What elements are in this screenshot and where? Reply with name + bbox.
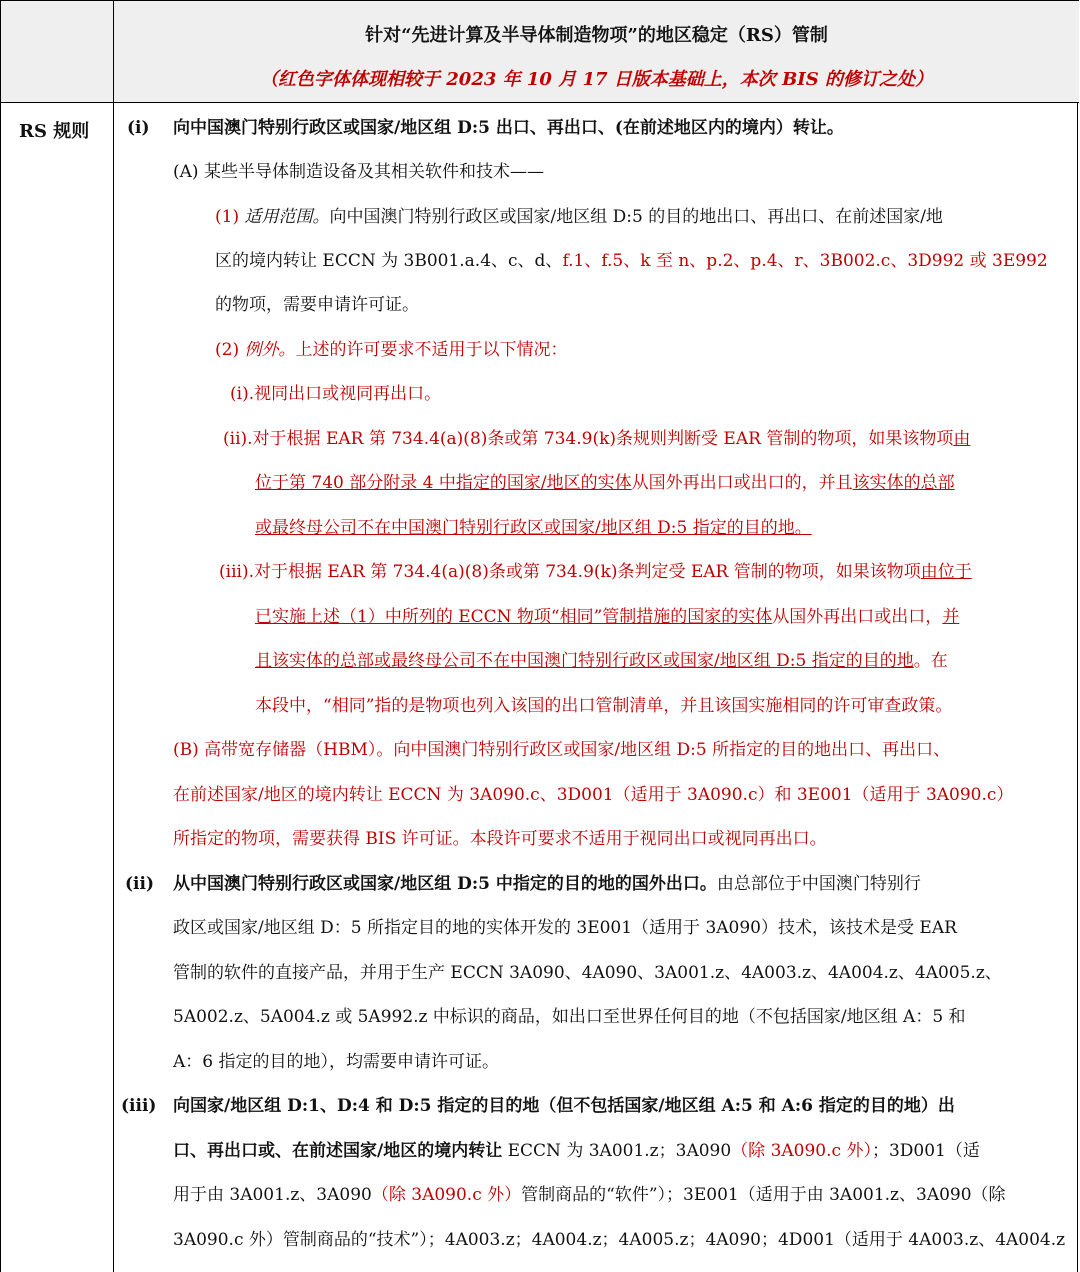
section-i-heading: 向中国澳门特别行政区或国家/地区组 D:5 出口、再出口、(在前述地区内的境内）转让。 xyxy=(173,118,844,138)
section-ii-line-1 xyxy=(173,872,921,896)
section-iii-line3-tail: 管制商品的“软件”）；3E001（适用于由 3A001.z、3A090（除 xyxy=(521,1185,1006,1205)
ex-ii-text-2: 从国外再出口或出口的，并且 xyxy=(631,473,853,493)
ex-iii-underline-4: 且该实体的总部或最终母公司不在中国澳门特别行政区或国家/地区组 D:5 指定的目的地 xyxy=(255,651,914,671)
section-iii-line3-red: （除 3A090.c 外） xyxy=(371,1185,522,1205)
rs-rules-label: RS 规则 xyxy=(19,121,90,142)
exception-iii-line-1 xyxy=(219,560,972,584)
ex-ii-underline-1: 由 xyxy=(953,429,971,449)
A2-line xyxy=(215,338,568,362)
exception-ii-line-3: 或最终母公司不在中国澳门特别行政区或国家/地区组 D:5 指定的目的地。 xyxy=(255,518,812,538)
A1-line2-text: 区的境内转让 ECCN 为 3B001.a.4、c、d、 xyxy=(215,251,563,271)
section-iii-line3-text: 用于由 3A001.z、3A090 xyxy=(173,1185,372,1205)
A1-line-3: 的物项，需要申请许可证。 xyxy=(215,295,419,315)
subsection-B-line-2: 在前述国家/地区的境内转让 ECCN 为 3A090.c、3D001（适用于 3A090.c）和 3E001（适用于 3A090.c） xyxy=(173,785,1014,805)
section-ii-line-5: A：6 指定的目的地），均需要申请许可证。 xyxy=(173,1052,499,1072)
section-iii-line2-text: ECCN 为 3A001.z；3A090 xyxy=(502,1141,732,1161)
subsection-A-title: (A) 某些半导体制造设备及其相关软件和技术—— xyxy=(173,162,544,182)
section-ii-line-4: 5A002.z、5A004.z 或 5A992.z 中标识的商品，如出口至世界任何目的地（不包括国家/地区组 A：5 和 xyxy=(173,1007,966,1027)
A1-line2-red: f.1、f.5、k 至 n、p.2、p.4、r、3B002.c、3D992 或 3E992 xyxy=(562,251,1048,271)
A2-text: 上述的许可要求不适用于以下情况： xyxy=(295,340,568,360)
ex-iii-underline-1: 由位于 xyxy=(920,562,972,582)
A1-line-2 xyxy=(215,249,1048,273)
A1-term: 适用范围。 xyxy=(244,207,330,227)
ex-ii-underline-2: 位于第 740 部分附录 4 中指定的国家/地区的实体 xyxy=(255,473,632,493)
header-title-cell xyxy=(114,0,1079,103)
A2-term: 例外。 xyxy=(244,340,296,360)
ex-iii-text-2: 从国外再出口或出口， xyxy=(772,607,943,627)
ex-iii-underline-2: 已实施上述（1）中所列的 ECCN 物项“相同”管制措施的国家的实体 xyxy=(255,607,773,627)
section-iii-line2-tail: ；3D001（适 xyxy=(871,1141,980,1161)
section-ii-line1-text: 由总部位于中国澳门特别行 xyxy=(716,874,921,894)
exception-ii-line-2 xyxy=(255,471,955,495)
table-title: 针对“先进计算及半导体制造物项”的地区稳定（RS）管制 xyxy=(365,25,828,46)
exception-iii-line-4: 本段中，“相同”指的是物项也列入该国的出口管制清单，并且该国实施相同的许可审查政策。 xyxy=(255,696,953,716)
ex-iii-text-3: 。在 xyxy=(913,651,948,671)
section-iii-number: (iii) xyxy=(121,1096,157,1116)
ex-iii-text-1: (iii).对于根据 EAR 第 734.4(a)(8)条或第 734.9(k)条判定受 EAR 管制的物项，如果该物项 xyxy=(219,562,921,582)
section-iii-line2-red: （除 3A090.c 外） xyxy=(731,1141,872,1161)
subsection-B-line-1: (B) 高带宽存储器（HBM）。向中国澳门特别行政区或国家/地区组 D:5 所指定的目的地出口、再出口、 xyxy=(173,740,951,760)
subsection-B-line-3: 所指定的物项，需要获得 BIS 许可证。本段许可要求不适用于视同出口或视同再出口。 xyxy=(173,829,827,849)
section-ii-number: (ii) xyxy=(125,874,155,894)
exception-iii-line-3 xyxy=(255,649,948,673)
ex-ii-underline-3: 该实体的总部 xyxy=(852,473,955,493)
section-iii-line-2 xyxy=(173,1139,980,1163)
section-iii-line-3 xyxy=(173,1183,1006,1207)
ex-iii-underline-3: 并 xyxy=(942,607,960,627)
A1-label: (1) xyxy=(215,207,240,227)
section-iii-heading-1: 向国家/地区组 D:1、D:4 和 D:5 指定的目的地（但不包括国家/地区组 A:5 和 A:6 指定的目的地）出 xyxy=(173,1096,955,1116)
section-iii-line-4: 3A090.c 外）管制商品的“技术”）；4A003.z；4A004.z；4A005.z；4A090；4D001（适用于 4A003.z、4A004.z xyxy=(173,1230,1066,1250)
row-label-cell xyxy=(1,103,114,1272)
section-ii-line-3: 管制的软件的直接产品，并用于生产 ECCN 3A090、4A090、3A001.z、4A003.z、4A004.z、4A005.z、 xyxy=(173,963,1002,983)
A1-line-1 xyxy=(215,205,943,229)
section-i-number: (i) xyxy=(127,118,150,138)
section-ii-line-2: 政区或国家/地区组 D：5 所指定目的地的实体开发的 3E001（适用于 3A090）技术，该技术是受 EAR xyxy=(173,918,957,938)
A1-line1-text: 向中国澳门特别行政区或国家/地区组 D:5 的目的地出口、再出口、在前述国家/地 xyxy=(329,207,943,227)
section-iii-heading-2: 口、再出口或、在前述国家/地区的境内转让 xyxy=(173,1141,503,1161)
exception-i: (i).视同出口或视同再出口。 xyxy=(230,384,442,404)
exception-ii-line-1 xyxy=(223,427,970,451)
ex-ii-text-1: (ii).对于根据 EAR 第 734.4(a)(8)条或第 734.9(k)条规则判断受 EAR 管制的物项，如果该物项 xyxy=(223,429,954,449)
header-label-cell xyxy=(1,0,114,103)
table-subtitle: （红色字体体现相较于 2023 年 10 月 17 日版本基础上，本次 BIS 的修订之处） xyxy=(260,69,933,90)
exception-iii-line-2 xyxy=(255,605,959,629)
A2-label: (2) xyxy=(215,340,240,360)
section-ii-heading: 从中国澳门特别行政区或国家/地区组 D:5 中指定的目的地的国外出口。 xyxy=(173,874,717,894)
